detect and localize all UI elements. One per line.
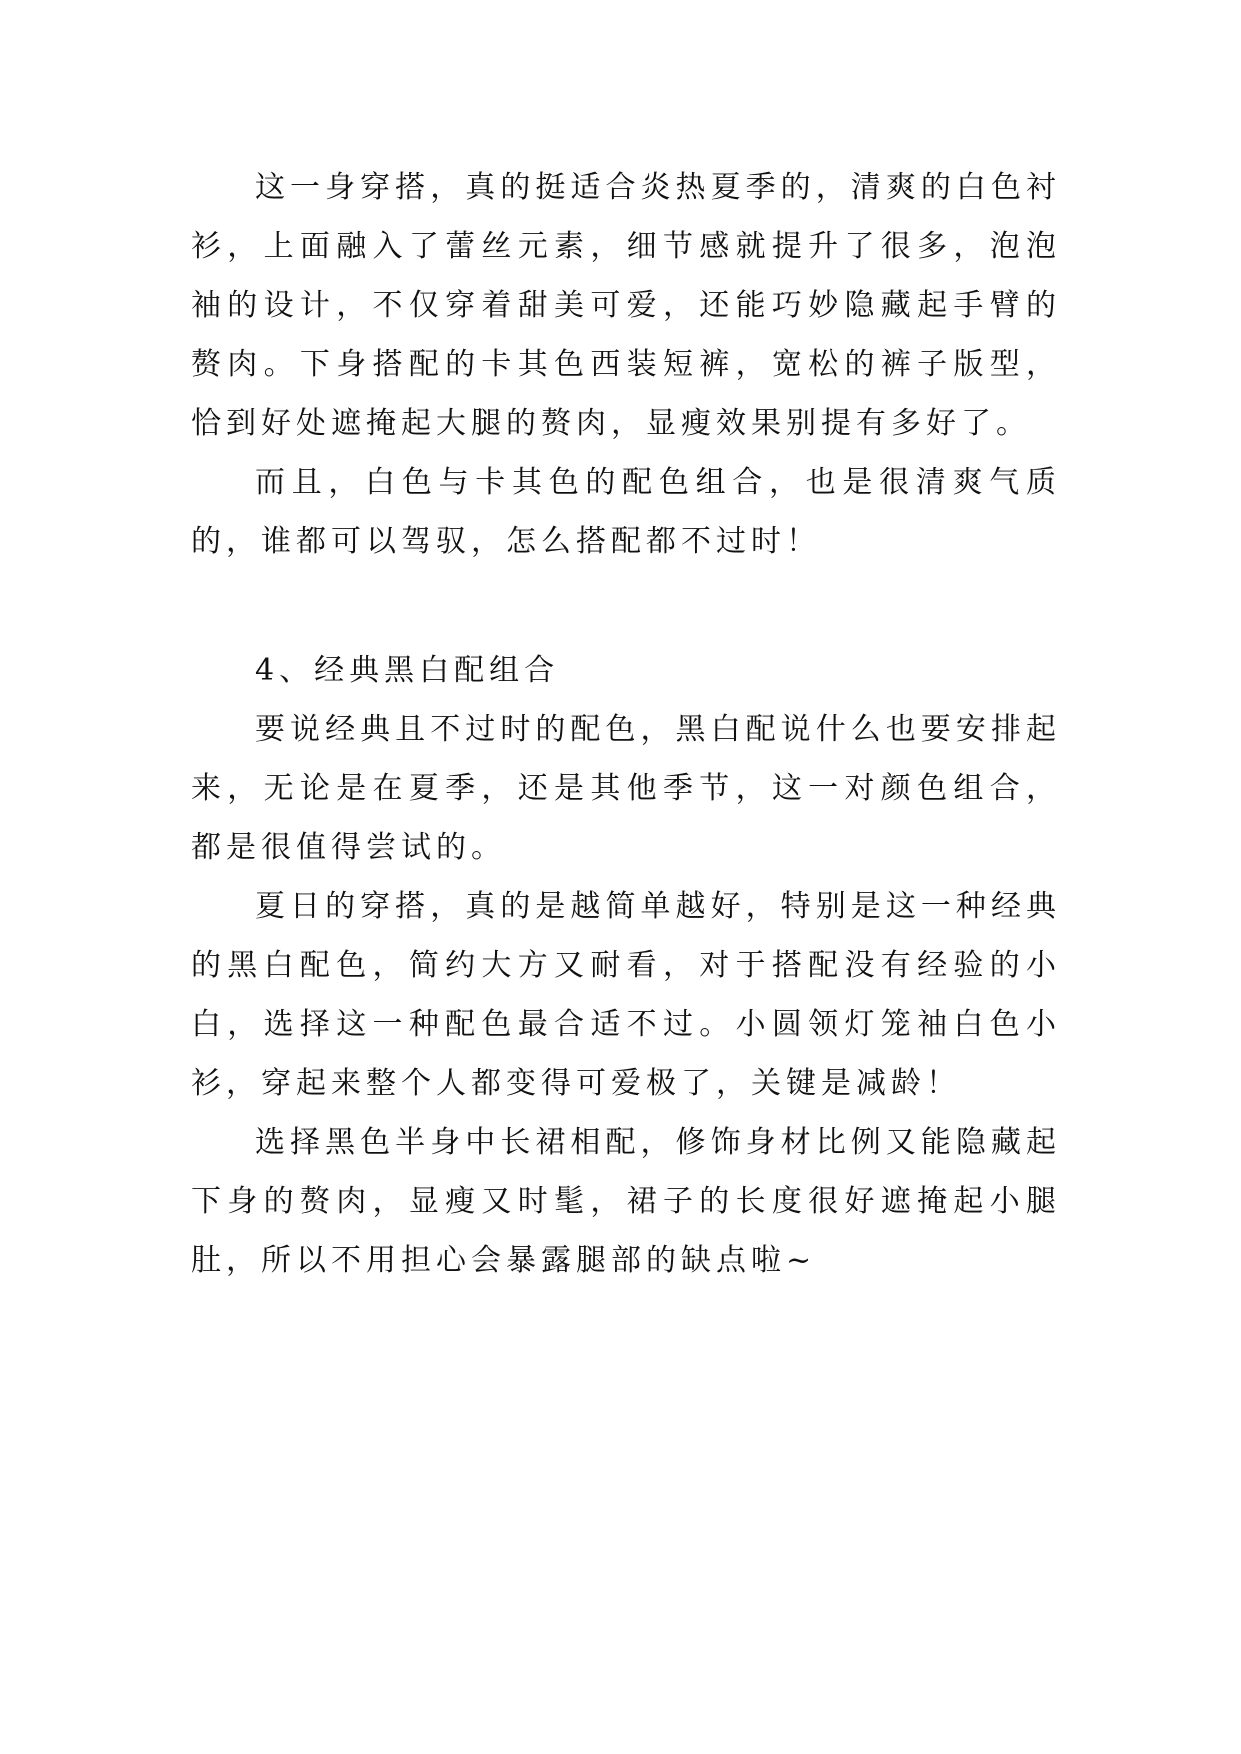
section-heading: 4、经典黑白配组合	[255, 653, 560, 688]
paragraph-white-shirt-khaki-shorts: 这一身穿搭，真的挺适合炎热夏季的，清爽的白色衬衫，上面融入了蕾丝元素，细节感就提升了很多，泡泡袖的设计，不仅穿着甜美可爱，还能巧妙隐藏起手臂的赘肉。下身搭配的卡其色西装短裤，宽松的裤子版型，恰到好处遮掩起大腿的赘肉，显瘦效果别提有多好了。	[191, 170, 1061, 441]
paragraph-white-khaki-combo: 而且，白色与卡其色的配色组合，也是很清爽气质的，谁都可以驾驭，怎么搭配都不过时！	[191, 465, 1061, 559]
paragraph-black-skirt: 选择黑色半身中长裙相配，修饰身材比例又能隐藏起下身的赘肉，显瘦又时髦，裙子的长度很好遮掩起小腿肚，所以不用担心会暴露腿部的缺点啦~	[191, 1125, 1061, 1278]
section-spacer	[191, 571, 1061, 641]
paragraph-black-white-intro: 要说经典且不过时的配色，黑白配说什么也要安排起来，无论是在夏季，还是其他季节，这一对颜色组合，都是很值得尝试的。	[191, 712, 1061, 865]
paragraph-summer-outfit: 夏日的穿搭，真的是越简单越好，特别是这一种经典的黑白配色，简约大方又耐看，对于搭配没有经验的小白，选择这一种配色最合适不过。小圆领灯笼袖白色小衫，穿起来整个人都变得可爱极了，关键是减龄！	[191, 889, 1061, 1101]
document-body	[191, 158, 1061, 1290]
